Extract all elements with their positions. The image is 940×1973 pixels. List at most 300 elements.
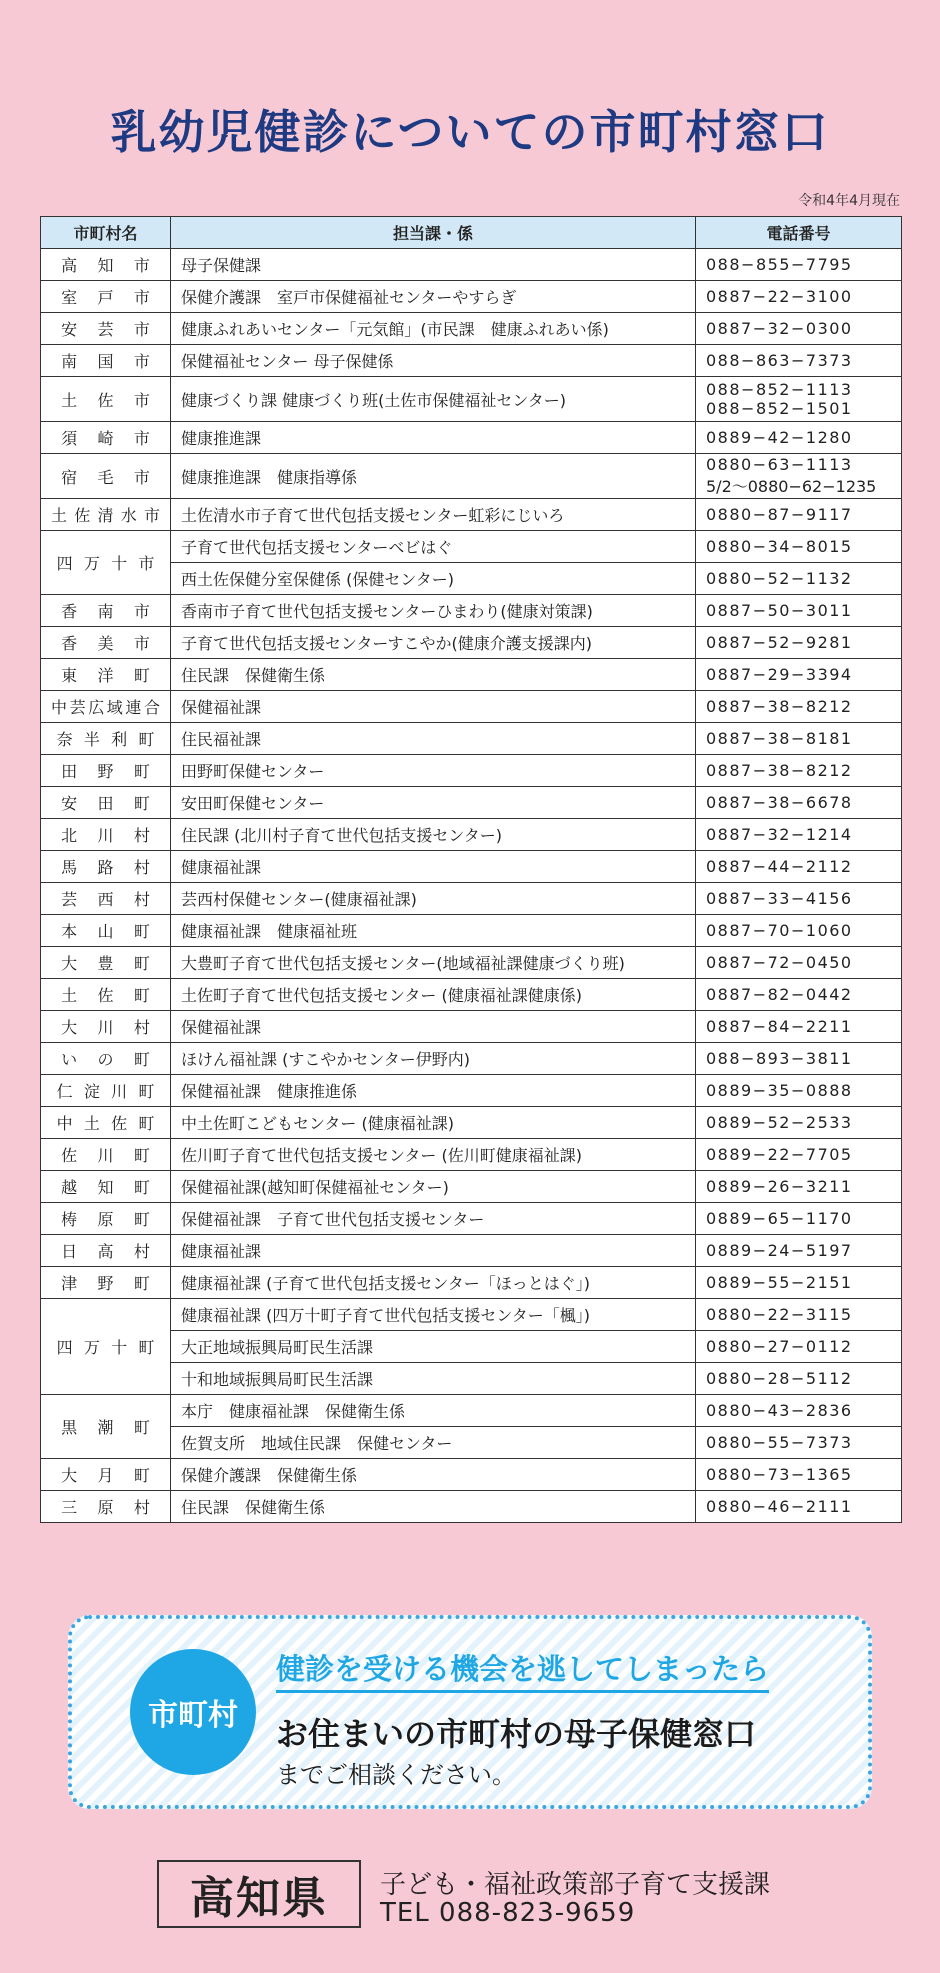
municipality-cell [41, 1139, 171, 1171]
phone-cell [696, 627, 902, 659]
municipality-cell [41, 627, 171, 659]
phone-cell [696, 281, 902, 313]
municipality-char: 南 [97, 602, 114, 621]
municipality-cell [41, 499, 171, 531]
phone-cell [696, 1267, 902, 1299]
municipality-char: 本 [61, 922, 78, 941]
municipality-char: 須 [61, 429, 78, 448]
phone-number: 0887−38−8212 [706, 697, 853, 716]
municipality-cell [41, 1107, 171, 1139]
municipality-cell [41, 883, 171, 915]
municipality-char: 町 [133, 954, 150, 973]
phone-number: 0880−73−1365 [706, 1465, 853, 1484]
table-row [41, 1299, 902, 1331]
phone-number: 0880−46−2111 [706, 1497, 853, 1516]
table-body [41, 249, 902, 1523]
department-cell: 中土佐町こどもセンター (健康福祉課) [171, 1107, 696, 1139]
phone-number: 5/2〜0880−62−1235 [706, 477, 877, 496]
department-cell: 子育て世代包括支援センターすこやか(健康介護支援課内) [171, 627, 696, 659]
municipality-name [51, 1175, 160, 1198]
municipality-name [51, 1111, 160, 1134]
municipality-char: 佐 [97, 390, 114, 410]
phone-cell [696, 249, 902, 281]
municipality-char: 南 [61, 352, 78, 371]
phone-number: 088−893−3811 [706, 1049, 853, 1068]
contact-table [40, 216, 902, 1523]
table-row [41, 659, 902, 691]
header-department: 担当課・係 [171, 217, 696, 249]
municipality-name [51, 663, 160, 686]
table-row [41, 691, 902, 723]
department-cell: 本庁 健康福祉課 保健衛生係 [171, 1395, 696, 1427]
phone-number: 088−852−1501 [706, 399, 853, 418]
municipality-char: 田 [97, 794, 114, 813]
table-row [41, 1459, 902, 1491]
department-cell: 保健福祉課 [171, 1011, 696, 1043]
phone-number: 0887−52−9281 [706, 633, 853, 652]
phone-cell [696, 1427, 902, 1459]
municipality-char: 中 [51, 698, 68, 717]
department-cell: 保健福祉課(越知町保健福祉センター) [171, 1171, 696, 1203]
phone-number: 0880−27−0112 [706, 1337, 853, 1356]
municipality-name [51, 503, 160, 526]
page-title: 乳幼児健診についての市町村窓口 [110, 105, 830, 159]
phone-number: 0889−26−3211 [706, 1177, 853, 1196]
municipality-char: 大 [61, 954, 78, 973]
phone-cell [696, 563, 902, 595]
department-cell: 保健介護課 保健衛生係 [171, 1459, 696, 1491]
phone-cell [696, 1459, 902, 1491]
municipality-char: 町 [133, 794, 150, 813]
municipality-char: 清 [97, 506, 114, 525]
municipality-char: 町 [133, 986, 150, 1005]
municipality-char: 崎 [97, 429, 114, 448]
municipality-char: 町 [138, 730, 155, 749]
table-row [41, 1491, 902, 1523]
table-row [41, 723, 902, 755]
municipality-char: 万 [83, 1338, 100, 1357]
municipality-cell [41, 691, 171, 723]
table-row [41, 249, 902, 281]
phone-number: 0887−38−8212 [706, 761, 853, 780]
municipality-char: 知 [97, 1178, 114, 1197]
notice-main-text: お住まいの市町村の母子保健窓口 [276, 1715, 757, 1753]
municipality-char: 町 [133, 1050, 150, 1069]
municipality-char: 安 [61, 320, 78, 339]
municipality-char: 月 [97, 1466, 114, 1485]
municipality-name [51, 695, 160, 718]
phone-number: 0887−70−1060 [706, 921, 853, 940]
table-row [41, 281, 902, 313]
municipality-char: 川 [111, 1082, 128, 1101]
municipality-cell [41, 787, 171, 819]
department-cell: 香南市子育て世代包括支援センターひまわり(健康対策課) [171, 595, 696, 627]
department-cell: 西土佐保健分室保健係 (保健センター) [171, 563, 696, 595]
phone-cell [696, 947, 902, 979]
table-row [41, 595, 902, 627]
municipality-char: 大 [61, 1018, 78, 1037]
table-row [41, 454, 902, 499]
phone-number: 0889−42−1280 [706, 428, 853, 447]
department-cell: 大正地域振興局町民生活課 [171, 1331, 696, 1363]
phone-number: 0887−29−3394 [706, 665, 853, 684]
municipality-char: 東 [61, 666, 78, 685]
phone-number: 088−855−7795 [706, 255, 853, 274]
table-row [41, 1075, 902, 1107]
municipality-char: 野 [97, 1274, 114, 1293]
municipality-char: 知 [97, 256, 114, 275]
department-cell: 保健福祉センター 母子保健係 [171, 345, 696, 377]
municipality-char: い [61, 1050, 78, 1069]
phone-cell [696, 1043, 902, 1075]
table-row [41, 883, 902, 915]
phone-cell [696, 915, 902, 947]
municipality-char: 市 [133, 352, 150, 371]
table-row [41, 422, 902, 454]
table-row [41, 1427, 902, 1459]
phone-cell [696, 691, 902, 723]
municipality-char: 村 [133, 1498, 150, 1517]
municipality-char: 美 [97, 634, 114, 653]
prefecture-name: 高知県 [157, 1860, 361, 1928]
table-row [41, 1171, 902, 1203]
municipality-cell [41, 454, 171, 499]
table-row [41, 1203, 902, 1235]
municipality-name [51, 1239, 160, 1262]
municipality-char: 大 [61, 1466, 78, 1485]
phone-cell [696, 1363, 902, 1395]
municipality-char: 路 [97, 858, 114, 877]
municipality-name [51, 823, 160, 846]
phone-number: 0887−84−2211 [706, 1017, 853, 1036]
phone-cell [696, 819, 902, 851]
municipality-char: 村 [133, 858, 150, 877]
municipality-badge: 市町村 [130, 1649, 256, 1775]
phone-number: 0880−28−5112 [706, 1369, 853, 1388]
municipality-char: 安 [61, 794, 78, 813]
department-cell: 保健福祉課 子育て世代包括支援センター [171, 1203, 696, 1235]
municipality-name [51, 1079, 160, 1102]
municipality-cell [41, 1171, 171, 1203]
municipality-char: 淀 [83, 1082, 100, 1101]
department-cell: 芸西村保健センター(健康福祉課) [171, 883, 696, 915]
municipality-char: 市 [133, 634, 150, 653]
municipality-char: 津 [61, 1274, 78, 1293]
municipality-char: 市 [133, 320, 150, 339]
municipality-char: 北 [61, 826, 78, 845]
municipality-char: 市 [133, 390, 150, 410]
municipality-cell [41, 979, 171, 1011]
municipality-cell [41, 1395, 171, 1459]
phone-number: 0880−63−1113 [706, 455, 853, 474]
phone-cell [696, 1299, 902, 1331]
municipality-char: 半 [83, 730, 100, 749]
phone-number: 0887−44−2112 [706, 857, 853, 876]
phone-cell [696, 851, 902, 883]
municipality-char: 中 [56, 1114, 73, 1133]
municipality-name [51, 1463, 160, 1486]
municipality-char: 原 [97, 1210, 114, 1229]
municipality-char: 佐 [61, 1146, 78, 1165]
notice-heading: 健診を受ける機会を逃してしまったら [276, 1647, 769, 1693]
municipality-char: 町 [133, 1178, 150, 1197]
municipality-char: 川 [97, 1146, 114, 1165]
municipality-cell [41, 249, 171, 281]
table-row [41, 1139, 902, 1171]
municipality-name [51, 285, 160, 308]
table-row [41, 313, 902, 345]
municipality-name [51, 1495, 160, 1518]
municipality-char: 日 [61, 1242, 78, 1261]
municipality-char: 町 [138, 1114, 155, 1133]
municipality-char: 町 [138, 1338, 155, 1357]
municipality-name [51, 791, 160, 814]
municipality-name [51, 1015, 160, 1038]
phone-number: 0880−55−7373 [706, 1433, 853, 1452]
municipality-char: 十 [111, 554, 128, 573]
department-cell: 健康推進課 健康指導係 [171, 454, 696, 499]
municipality-cell [41, 1491, 171, 1523]
department-cell: 住民課 保健衛生係 [171, 659, 696, 691]
municipality-char: 市 [143, 506, 160, 525]
phone-number: 0887−32−0300 [706, 319, 853, 338]
municipality-char: 川 [97, 1018, 114, 1037]
municipality-char: 十 [111, 1338, 128, 1357]
table-row [41, 377, 902, 422]
table-row [41, 627, 902, 659]
municipality-char: の [97, 1050, 114, 1069]
table-row [41, 915, 902, 947]
phone-cell [696, 787, 902, 819]
phone-number: 0880−43−2836 [706, 1401, 853, 1420]
phone-number: 0889−55−2151 [706, 1273, 853, 1292]
table-row [41, 979, 902, 1011]
municipality-char: 佐 [97, 986, 114, 1005]
phone-number: 0887−50−3011 [706, 601, 853, 620]
municipality-char: 市 [138, 554, 155, 573]
phone-number: 0889−52−2533 [706, 1113, 853, 1132]
notice-box [68, 1615, 872, 1809]
department-cell: ほけん福祉課 (すこやかセンター伊野内) [171, 1043, 696, 1075]
department-cell: 健康福祉課 [171, 851, 696, 883]
municipality-cell [41, 659, 171, 691]
municipality-char: 戸 [97, 288, 114, 307]
municipality-char: 毛 [97, 467, 114, 487]
phone-number: 0880−52−1132 [706, 569, 853, 588]
department-cell: 安田町保健センター [171, 787, 696, 819]
municipality-char: 黒 [61, 1418, 78, 1437]
municipality-cell [41, 1267, 171, 1299]
municipality-char: 市 [133, 256, 150, 275]
municipality-char: 宿 [61, 467, 78, 487]
municipality-char: 洋 [97, 666, 114, 685]
phone-cell [696, 377, 902, 422]
municipality-cell [41, 723, 171, 755]
phone-cell [696, 1331, 902, 1363]
footer-phone: TEL 088-823-9659 [380, 1898, 636, 1928]
municipality-char: 田 [61, 762, 78, 781]
municipality-cell [41, 755, 171, 787]
phone-number: 088−852−1113 [706, 380, 853, 399]
municipality-name [51, 983, 160, 1006]
table-row [41, 1395, 902, 1427]
phone-cell [696, 499, 902, 531]
table-row [41, 947, 902, 979]
phone-cell [696, 313, 902, 345]
table-row [41, 1267, 902, 1299]
municipality-cell [41, 281, 171, 313]
municipality-char: 高 [61, 256, 78, 275]
municipality-name [51, 631, 160, 654]
department-cell: 土佐清水市子育て世代包括支援センター虹彩にじいろ [171, 499, 696, 531]
municipality-char: 室 [61, 288, 78, 307]
department-cell: 十和地域振興局町民生活課 [171, 1363, 696, 1395]
phone-cell [696, 659, 902, 691]
phone-cell [696, 422, 902, 454]
municipality-cell [41, 595, 171, 627]
table-row [41, 1107, 902, 1139]
municipality-char: 香 [61, 602, 78, 621]
phone-number: 0880−87−9117 [706, 505, 853, 524]
department-cell: 佐賀支所 地域住民課 保健センター [171, 1427, 696, 1459]
phone-cell [696, 883, 902, 915]
phone-cell [696, 454, 902, 499]
phone-cell [696, 1139, 902, 1171]
municipality-char: 水 [120, 506, 137, 525]
department-cell: 健康福祉課 健康福祉班 [171, 915, 696, 947]
municipality-char: 国 [97, 352, 114, 371]
footer-department: 子ども・福祉政策部子育て支援課 [380, 1870, 771, 1900]
municipality-char: 村 [133, 890, 150, 909]
phone-cell [696, 1171, 902, 1203]
municipality-char: 村 [133, 826, 150, 845]
municipality-name [51, 855, 160, 878]
phone-number: 0889−35−0888 [706, 1081, 853, 1100]
municipality-char: 町 [133, 762, 150, 781]
department-cell: 母子保健課 [171, 249, 696, 281]
municipality-char: 町 [133, 1274, 150, 1293]
phone-number: 0880−34−8015 [706, 537, 853, 556]
municipality-name [51, 919, 160, 942]
municipality-name [51, 1335, 160, 1358]
municipality-name [51, 727, 160, 750]
department-cell: 土佐町子育て世代包括支援センター (健康福祉課健康係) [171, 979, 696, 1011]
municipality-char: 香 [61, 634, 78, 653]
municipality-name [51, 253, 160, 276]
department-cell: 住民課 (北川村子育て世代包括支援センター) [171, 819, 696, 851]
municipality-char: 佐 [74, 506, 91, 525]
municipality-cell [41, 915, 171, 947]
phone-cell [696, 723, 902, 755]
municipality-char: 芸 [69, 698, 86, 717]
municipality-char: 村 [133, 1242, 150, 1261]
municipality-char: 西 [97, 890, 114, 909]
phone-cell [696, 1107, 902, 1139]
phone-number: 0887−82−0442 [706, 985, 853, 1004]
municipality-char: 利 [111, 730, 128, 749]
phone-number: 0887−72−0450 [706, 953, 853, 972]
table-row [41, 851, 902, 883]
department-cell: 健康福祉課 (四万十町子育て世代包括支援センター「楓」) [171, 1299, 696, 1331]
phone-number: 0887−22−3100 [706, 287, 853, 306]
phone-number: 0887−38−6678 [706, 793, 853, 812]
municipality-name [51, 1207, 160, 1230]
table-row [41, 1331, 902, 1363]
municipality-char: 越 [61, 1178, 78, 1197]
department-cell: 保健福祉課 [171, 691, 696, 723]
phone-cell [696, 755, 902, 787]
header-municipality: 市町村名 [41, 217, 171, 249]
municipality-cell [41, 1459, 171, 1491]
table-header-row [41, 217, 902, 249]
municipality-cell [41, 1075, 171, 1107]
municipality-char: 土 [83, 1114, 100, 1133]
municipality-cell [41, 377, 171, 422]
municipality-char: 原 [97, 1498, 114, 1517]
table-row [41, 499, 902, 531]
phone-cell [696, 1235, 902, 1267]
table-row [41, 819, 902, 851]
municipality-name [51, 551, 160, 574]
municipality-char: 野 [97, 762, 114, 781]
municipality-char: 町 [133, 1210, 150, 1229]
table-row [41, 1363, 902, 1395]
municipality-char: 市 [133, 467, 150, 487]
municipality-name [51, 599, 160, 622]
phone-cell [696, 345, 902, 377]
municipality-char: 市 [133, 429, 150, 448]
municipality-char: 芸 [97, 320, 114, 339]
municipality-char: 山 [97, 922, 114, 941]
table-row [41, 345, 902, 377]
phone-cell [696, 1075, 902, 1107]
phone-number: 0889−65−1170 [706, 1209, 853, 1228]
municipality-char: 町 [133, 1418, 150, 1437]
municipality-char: 市 [133, 288, 150, 307]
municipality-char: 町 [138, 1082, 155, 1101]
phone-number: 0889−22−7705 [706, 1145, 853, 1164]
municipality-char: 三 [61, 1498, 78, 1517]
phone-number: 0887−33−4156 [706, 889, 853, 908]
municipality-name [51, 388, 160, 411]
municipality-cell [41, 1011, 171, 1043]
department-cell: 佐川町子育て世代包括支援センター (佐川町健康福祉課) [171, 1139, 696, 1171]
phone-number: 088−863−7373 [706, 351, 853, 370]
municipality-name [51, 887, 160, 910]
department-cell: 健康づくり課 健康づくり班(土佐市保健福祉センター) [171, 377, 696, 422]
municipality-char: 町 [133, 1466, 150, 1485]
department-cell: 住民福祉課 [171, 723, 696, 755]
phone-number: 0889−24−5197 [706, 1241, 853, 1260]
municipality-cell [41, 531, 171, 595]
municipality-cell [41, 1203, 171, 1235]
municipality-char: 広 [88, 698, 105, 717]
municipality-char: 四 [56, 1338, 73, 1357]
municipality-char: 土 [61, 390, 78, 410]
municipality-char: 奈 [56, 730, 73, 749]
municipality-cell [41, 1235, 171, 1267]
municipality-name [51, 426, 160, 449]
as-of-date: 令和4年4月現在 [798, 193, 900, 209]
municipality-char: 土 [51, 506, 68, 525]
municipality-name [51, 1415, 160, 1438]
phone-number: 0887−38−8181 [706, 729, 853, 748]
table-row [41, 1011, 902, 1043]
municipality-name [51, 465, 160, 488]
municipality-char: 域 [106, 698, 123, 717]
municipality-char: 高 [97, 1242, 114, 1261]
table-row [41, 563, 902, 595]
